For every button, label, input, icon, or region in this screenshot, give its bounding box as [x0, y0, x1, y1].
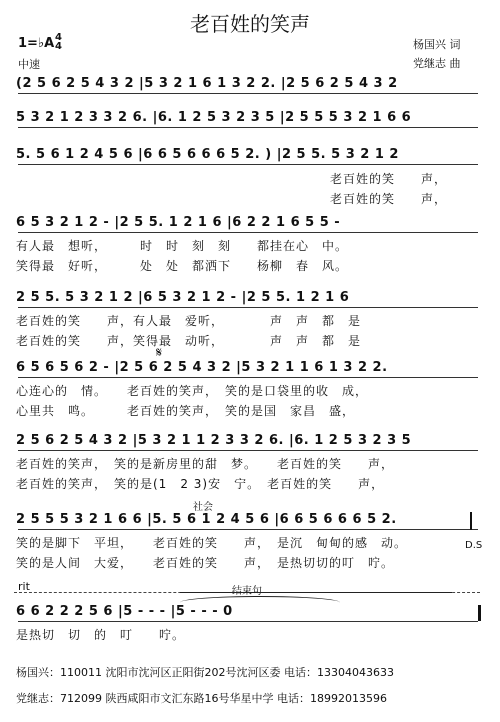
notation-row: 2 5 5 5 3 2 1 6 6 |5. 5 6 1 2 4 5 6 |6 6 5 6 6 6 5 2.	[16, 512, 397, 527]
tempo-marking: 中速	[18, 58, 40, 71]
beam-line	[18, 232, 478, 233]
lyric-line: 心里共 鸣。 老百姓的笑声， 笑的是国 家昌 盛，	[16, 404, 356, 418]
lyric-line: 老百姓的笑声， 笑的是(1 2 3)安 宁。 老百姓的笑 声，	[16, 477, 385, 491]
ending-label: 结束句	[232, 586, 262, 597]
rit-marking: rit	[18, 580, 30, 593]
notation-row: 6 5 3 2 1 2 - |2 5 5. 1 2 1 6 |6 2 2 1 6 5 5 -	[16, 215, 341, 230]
segno-sign: 𝄋	[156, 345, 163, 361]
lyric-line: 笑的是脚下 平坦， 老百姓的笑 声， 是沉 甸甸的感 动。	[16, 536, 408, 550]
lyric-line: 心连心的 情。 老百姓的笑声， 笑的是口袋里的收 成，	[16, 384, 369, 398]
notation-row: 6 5 6 5 6 2 - |2 5 6 2 5 4 3 2 |5 3 2 1 1 6 1 3 2 2.	[16, 360, 388, 375]
beam-line	[18, 127, 478, 128]
beam-line	[18, 529, 478, 530]
lyric-line: 老百姓的笑 声，	[330, 192, 448, 206]
time-signature: 4 4	[55, 32, 62, 52]
lyric-line: 老百姓的笑 声，笑得最 动听， 声 声 都 是	[16, 334, 362, 348]
lyricist-credit: 杨国兴 词	[413, 38, 461, 51]
beam-line	[18, 93, 478, 94]
lyric-line: 老百姓的笑 声，有人最 爱听， 声 声 都 是	[16, 314, 362, 328]
lyric-line: 老百姓的笑声， 笑的是新房里的甜 梦。 老百姓的笑 声，	[16, 457, 395, 471]
lyric-line: 有人最 想听， 时 时 刻 刻 都挂在心 中。	[16, 239, 349, 253]
notation-row: 2 5 5. 5 3 2 1 2 |6 5 3 2 1 2 - |2 5 5. 1 2 1 6	[16, 290, 350, 305]
lyric-line: 老百姓的笑 声，	[330, 172, 448, 186]
final-bar	[478, 605, 484, 621]
beam-line	[18, 450, 478, 451]
social-annotation: 社会	[193, 502, 213, 513]
composer-contact: 党继志：712099 陕西咸阳市文汇东路16号华星中学 电话：18992013596	[16, 692, 387, 705]
key-signature: 1=♭A	[18, 36, 55, 51]
end-repeat-bar	[470, 512, 473, 530]
beam-line	[18, 377, 478, 378]
tie-long	[180, 596, 340, 609]
composer-credit: 党继志 曲	[413, 57, 461, 70]
lyric-line: 笑的是人间 大爱， 老百姓的笑 声， 是热切切的叮 咛。	[16, 556, 395, 570]
lyric-line: 笑得最 好听， 处 处 都洒下 杨柳 春 风。	[16, 259, 349, 273]
notation-row: 5. 5 6 1 2 4 5 6 |6 6 5 6 6 6 5 2. ) |2 5 5. 5 3 2 1 2	[16, 147, 399, 162]
beam-line	[18, 621, 478, 622]
notation-row: 5 3 2 1 2 3 3 2 6. |6. 1 2 5 3 2 3 5 |2 5 5 5 3 2 1 6 6	[16, 110, 412, 125]
notation-row: (2 5 6 2 5 4 3 2 |5 3 2 1 6 1 3 2 2. |2 5 6 2 5 4 3 2	[16, 76, 398, 91]
song-title: 老百姓的笑声	[190, 12, 310, 36]
lyric-line: 是热切 切 的 叮 咛。	[16, 628, 186, 642]
ds-marking: D.S	[465, 540, 483, 551]
notation-row: 6 6 2 2 2 5 6 |5 - - - |5 - - - 0	[16, 604, 233, 619]
notation-row: 2 5 6 2 5 4 3 2 |5 3 2 1 1 2 3 3 2 6. |6. 1 2 5 3 2 3 5	[16, 433, 412, 448]
ending-bracket	[180, 592, 452, 593]
lyricist-contact: 杨国兴：110011 沈阳市沈河区正阳街202号沈河区委 电话：13304043633	[16, 666, 394, 679]
beam-line	[18, 307, 478, 308]
beam-line	[18, 164, 478, 165]
